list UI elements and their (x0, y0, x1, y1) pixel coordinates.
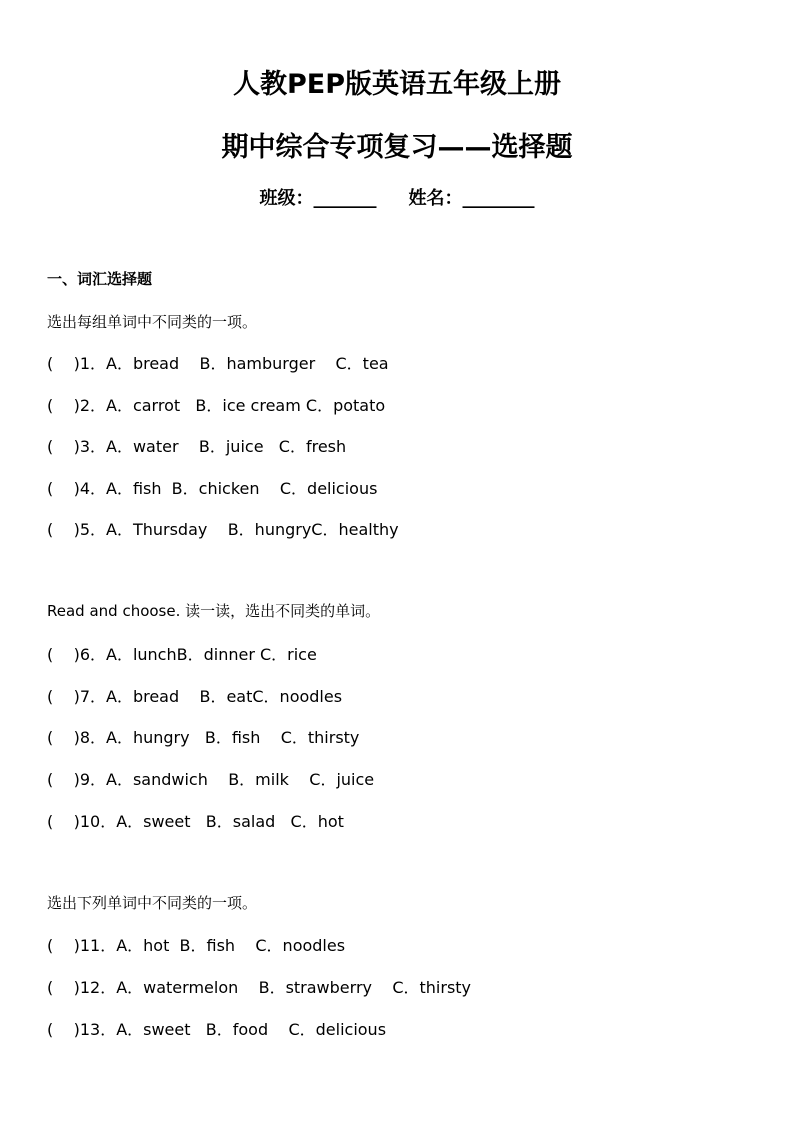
question-9: ( )9．A．sandwich B．milk C．juice (47, 770, 375, 789)
section-heading-vocabulary: 一、词汇选择题 (47, 270, 153, 288)
instruction-3: 选出下列单词中不同类的一项。 (47, 894, 258, 912)
question-8: ( )8．A．hungry B．fish C．thirsty (47, 728, 360, 747)
question-3: ( )3．A．water B．juice C．fresh (47, 437, 347, 456)
question-7: ( )7．A．bread B．eatC．noodles (47, 687, 343, 706)
question-12: ( )12．A．watermelon B．strawberry C．thirsty (47, 978, 472, 997)
instruction-2: Read and choose. 读一读，选出不同类的单词。 (47, 602, 381, 620)
question-4: ( )4．A．fish B．chicken C．delicious (47, 479, 378, 498)
question-2: ( )2．A．carrot B．ice cream C．potato (47, 396, 386, 415)
instruction-1: 选出每组单词中不同类的一项。 (47, 313, 258, 331)
question-6: ( )6．A．lunchB．dinner C．rice (47, 645, 317, 664)
question-11: ( )11．A．hot B．fish C．noodles (47, 936, 346, 955)
title-line-1: 人教PEP版英语五年级上册 (232, 69, 562, 100)
question-10: ( )10．A．sweet B．salad C．hot (47, 812, 344, 831)
question-13: ( )13．A．sweet B．food C．delicious (47, 1020, 387, 1039)
question-5: ( )5．A．Thursday B．hungryC．healthy (47, 520, 399, 539)
class-field-label: 班级：_______ (259, 188, 377, 209)
title-line-2: 期中综合专项复习——选择题 (221, 132, 573, 163)
student-info (0, 184, 794, 210)
question-1: ( )1．A．bread B．hamburger C．tea (47, 354, 389, 373)
name-field-label: 姓名：________ (408, 188, 535, 209)
